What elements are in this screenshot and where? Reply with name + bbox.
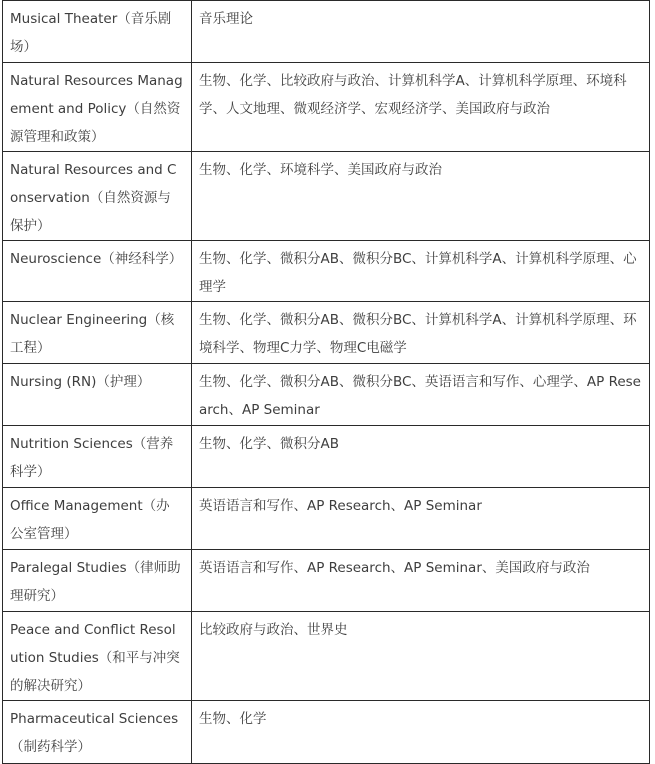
subjects-cell: [191, 241, 649, 302]
major-name: Nuclear Engineering（核工程）: [10, 312, 175, 356]
subjects-text: 生物、化学: [198, 711, 267, 727]
major-cell: [3, 241, 192, 302]
major-name: Paralegal Studies（律师助理研究）: [10, 560, 181, 604]
table-row: [3, 364, 650, 426]
major-cell: [3, 364, 192, 426]
major-name: Nursing (RN)（护理）: [10, 374, 151, 390]
subjects-cell: [191, 550, 649, 612]
table-row: [3, 550, 650, 612]
major-cell: [3, 612, 192, 701]
table-row: [3, 488, 650, 550]
major-cell: [3, 701, 192, 764]
subjects-cell: [191, 364, 649, 426]
major-name: Nutrition Sciences（营养科学）: [10, 436, 174, 480]
major-name: Natural Resources Management and Policy（自然资源管理和政策）: [10, 73, 183, 145]
major-cell: [3, 152, 192, 241]
subjects-cell: [191, 302, 649, 364]
table-row: [3, 426, 650, 488]
subjects-cell: [191, 1, 649, 63]
majors-ap-courses-table: [2, 0, 650, 764]
table-row: [3, 241, 650, 302]
table-row: [3, 612, 650, 701]
subjects-cell: [191, 152, 649, 241]
major-name: Neuroscience（神经科学）: [10, 251, 183, 267]
major-cell: [3, 550, 192, 612]
table-row: [3, 1, 650, 63]
subjects-text: 英语语言和写作、AP Research、AP Seminar、美国政府与政治: [198, 560, 590, 576]
subjects-cell: [191, 488, 649, 550]
table-row: [3, 302, 650, 364]
table-row: [3, 152, 650, 241]
major-name: Peace and Conflict Resolution Studies（和平与冲突的解决研究）: [10, 622, 180, 694]
table-row: [3, 701, 650, 764]
subjects-text: 生物、化学、环境科学、美国政府与政治: [198, 162, 442, 178]
major-cell: [3, 63, 192, 152]
major-cell: [3, 302, 192, 364]
table-row: [3, 63, 650, 152]
subjects-text: 音乐理论: [198, 11, 253, 27]
major-name: Office Management（办公室管理）: [10, 498, 170, 542]
major-name: Pharmaceutical Sciences（制药科学）: [10, 711, 179, 755]
subjects-text: 英语语言和写作、AP Research、AP Seminar: [198, 498, 482, 514]
subjects-cell: [191, 612, 649, 701]
subjects-text: 生物、化学、微积分AB、微积分BC、计算机科学A、计算机科学原理、环境科学、物理C力学、物理C电磁学: [198, 312, 637, 356]
major-name: Musical Theater（音乐剧场）: [10, 11, 172, 55]
major-cell: [3, 488, 192, 550]
subjects-cell: [191, 701, 649, 764]
subjects-text: 比较政府与政治、世界史: [198, 622, 348, 638]
subjects-text: 生物、化学、微积分AB、微积分BC、英语语言和写作、心理学、AP Research、AP Seminar: [198, 374, 641, 418]
subjects-text: 生物、化学、比较政府与政治、计算机科学A、计算机科学原理、环境科学、人文地理、微观经济学、宏观经济学、美国政府与政治: [198, 73, 627, 117]
major-name: Natural Resources and Conservation（自然资源与保护）: [10, 162, 177, 234]
subjects-cell: [191, 426, 649, 488]
subjects-cell: [191, 63, 649, 152]
subjects-text: 生物、化学、微积分AB、微积分BC、计算机科学A、计算机科学原理、心理学: [198, 251, 637, 295]
major-cell: [3, 426, 192, 488]
subjects-text: 生物、化学、微积分AB: [198, 436, 339, 452]
major-cell: [3, 1, 192, 63]
